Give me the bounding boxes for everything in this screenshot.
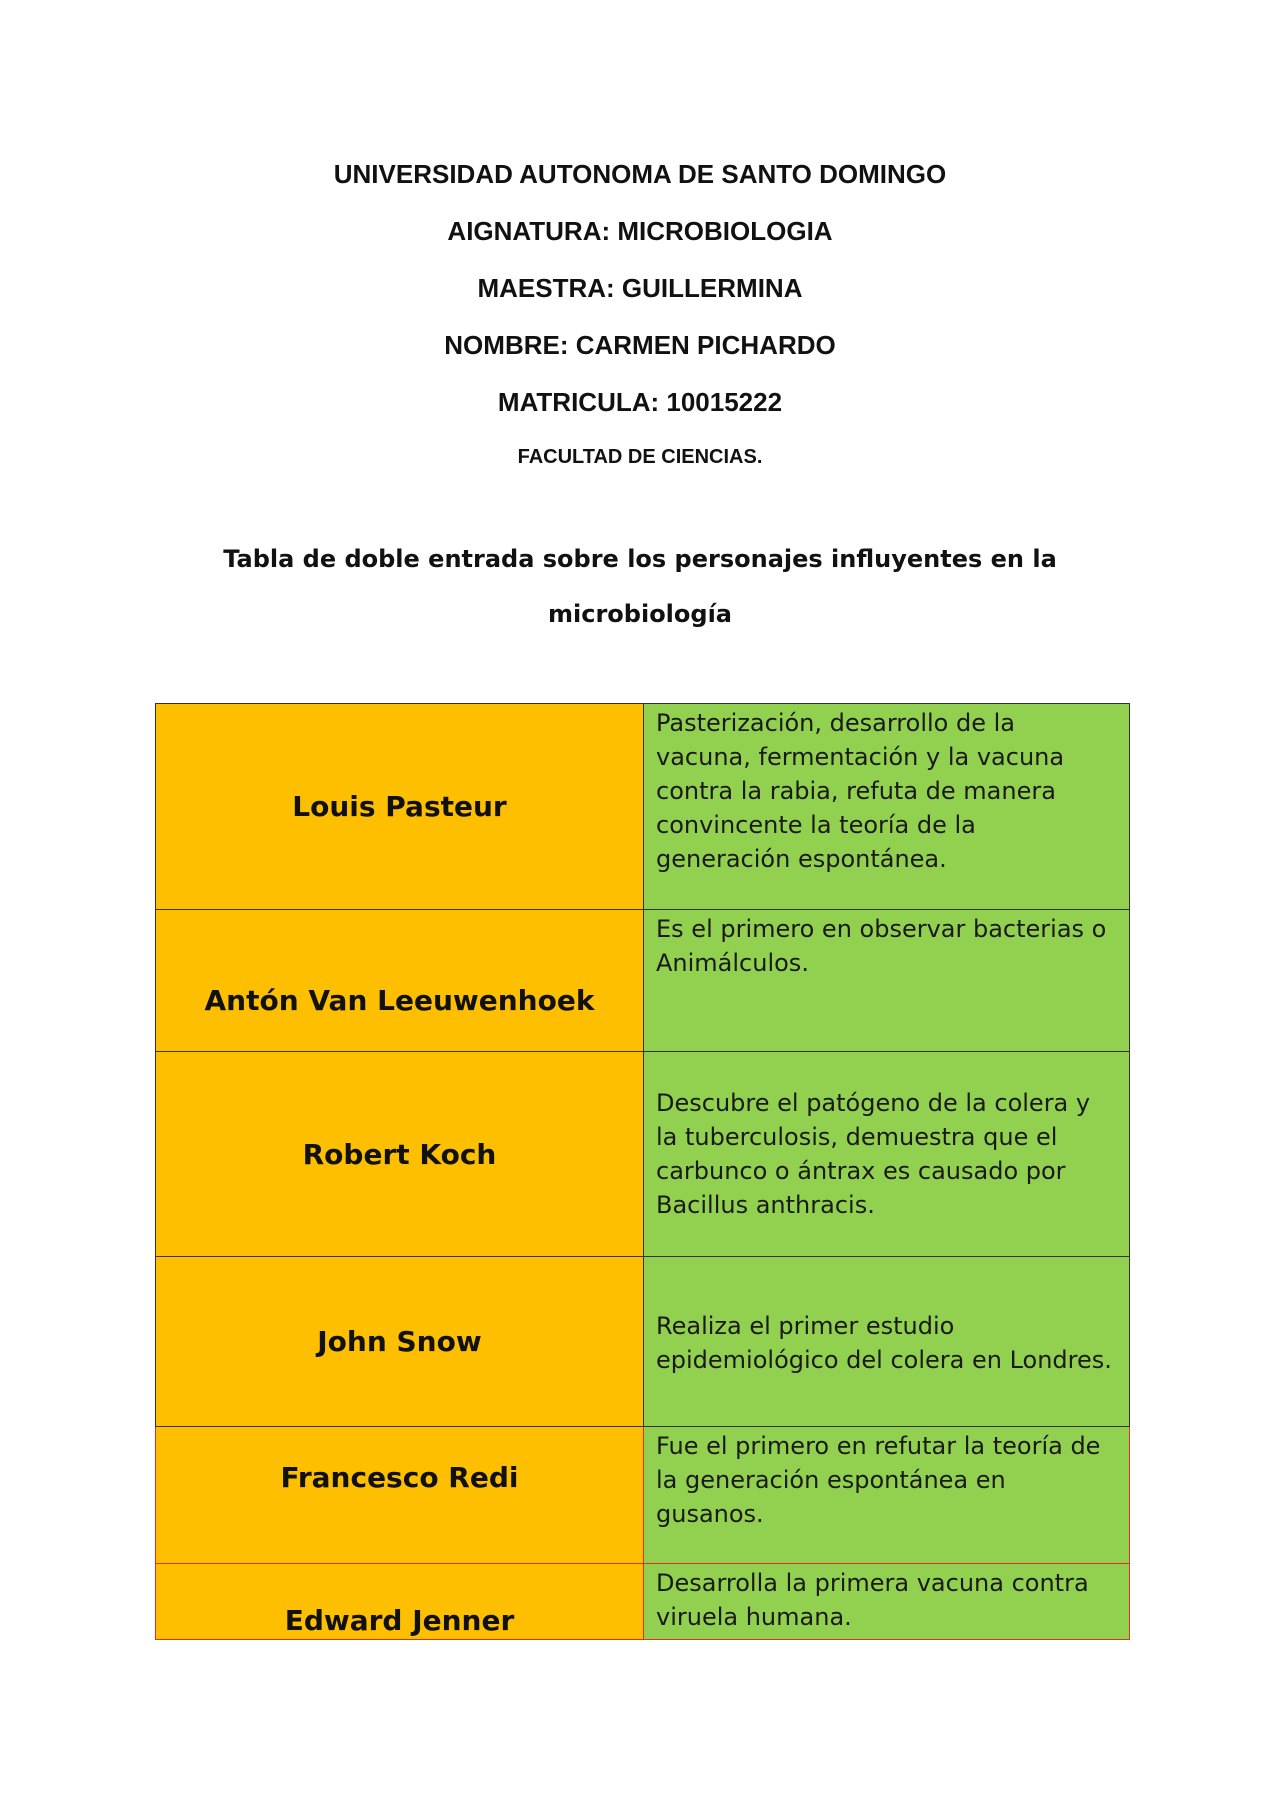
table-row bbox=[156, 1427, 1130, 1564]
figure-name-cell bbox=[156, 1052, 644, 1257]
microbiology-figures-table bbox=[155, 703, 1130, 1640]
subject-heading: AIGNATURA: MICROBIOLOGIA bbox=[447, 216, 833, 246]
table-row bbox=[156, 1564, 1130, 1640]
figure-name: Robert Koch bbox=[302, 1137, 497, 1171]
figure-description: Desarrolla la primera vacuna contra viruela humana. bbox=[644, 1564, 1130, 1640]
figure-name: Louis Pasteur bbox=[292, 790, 507, 823]
figure-name-cell bbox=[156, 1564, 644, 1640]
table-row bbox=[156, 1257, 1130, 1427]
figure-description: Pasterización, desarrollo de la vacuna, fermentación y la vacuna contra la rabia, refuta de manera convincente la teoría de la generación espontánea. bbox=[644, 704, 1130, 910]
figure-name: John Snow bbox=[317, 1325, 482, 1358]
table-title-line-1: Tabla de doble entrada sobre los personajes influyentes en la bbox=[223, 545, 1057, 573]
student-name-heading: NOMBRE: CARMEN PICHARDO bbox=[444, 330, 836, 360]
table-row bbox=[156, 910, 1130, 1052]
university-heading: UNIVERSIDAD AUTONOMA DE SANTO DOMINGO bbox=[333, 159, 947, 189]
table-title-line-2: microbiología bbox=[548, 600, 732, 628]
figure-description: Realiza el primer estudio epidemiológico del colera en Londres. bbox=[644, 1257, 1130, 1427]
figure-name: Edward Jenner bbox=[284, 1604, 515, 1637]
figure-name-cell bbox=[156, 1427, 644, 1564]
faculty-heading: FACULTAD DE CIENCIAS. bbox=[517, 446, 763, 468]
figure-name: Antón Van Leeuwenhoek bbox=[204, 984, 595, 1017]
figure-name: Francesco Redi bbox=[280, 1461, 519, 1494]
student-id-heading: MATRICULA: 10015222 bbox=[497, 387, 783, 417]
teacher-heading: MAESTRA: GUILLERMINA bbox=[477, 273, 803, 303]
figure-name-cell bbox=[156, 704, 644, 910]
figure-description: Es el primero en observar bacterias o Animálculos. bbox=[644, 910, 1130, 1052]
figure-name-cell bbox=[156, 910, 644, 1052]
table-row bbox=[156, 704, 1130, 910]
table-row bbox=[156, 1052, 1130, 1257]
figure-description: Fue el primero en refutar la teoría de la generación espontánea en gusanos. bbox=[644, 1427, 1130, 1564]
figure-description: Descubre el patógeno de la colera y la tuberculosis, demuestra que el carbunco o ántrax es causado por Bacillus anthracis. bbox=[644, 1052, 1130, 1257]
figure-name-cell bbox=[156, 1257, 644, 1427]
